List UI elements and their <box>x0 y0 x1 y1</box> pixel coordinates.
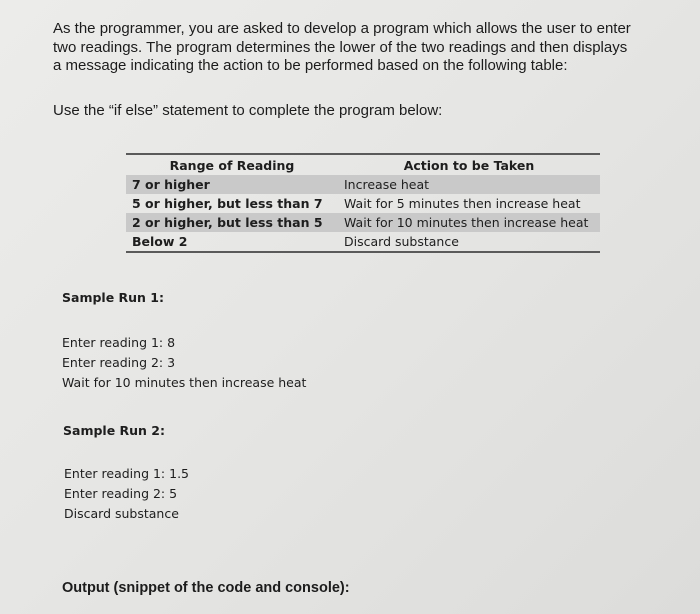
action-cell: Increase heat <box>332 175 600 194</box>
reading-action-table <box>126 156 600 251</box>
table-row <box>126 213 600 232</box>
console-line: Enter reading 1: 8 <box>62 335 176 350</box>
header-range: Range of Reading <box>169 158 295 173</box>
console-line: Discard substance <box>64 506 179 521</box>
table-row <box>126 194 600 213</box>
sample-run-1-title <box>62 288 164 308</box>
intro-line: As the programmer, you are asked to develop a program which allows the user to enter <box>53 20 631 37</box>
table-bottom-rule <box>126 251 600 253</box>
header-action: Action to be Taken <box>403 158 535 173</box>
sample-run-2-output <box>64 464 189 524</box>
action-cell: Discard substance <box>344 234 459 249</box>
range-cell: 2 or higher, but less than 5 <box>126 213 332 232</box>
table-header-row <box>126 156 600 175</box>
sample-run-title: Sample Run 1: <box>62 290 164 305</box>
instruction-text: Use the “if else” statement to complete the program below: <box>53 102 443 119</box>
output-label: Output (snippet of the code and console): <box>62 580 350 596</box>
console-line: Enter reading 1: 1.5 <box>64 466 189 481</box>
table-row <box>126 232 600 251</box>
table-row <box>126 175 600 194</box>
action-cell: Wait for 10 minutes then increase heat <box>332 213 600 232</box>
range-cell: 5 or higher, but less than 7 <box>132 196 323 211</box>
intro-line: a message indicating the action to be performed based on the following table: <box>53 57 568 74</box>
action-cell: Wait for 5 minutes then increase heat <box>344 196 581 211</box>
range-cell: Below 2 <box>132 234 188 249</box>
table-top-rule <box>126 153 600 155</box>
sample-run-2-title <box>63 421 165 441</box>
intro-line: two readings. The program determines the lower of the two readings and then displays <box>53 38 628 56</box>
console-line: Enter reading 2: 5 <box>64 486 178 501</box>
sample-run-title: Sample Run 2: <box>63 423 165 438</box>
intro-paragraph <box>53 20 678 76</box>
sample-run-1-output <box>62 333 306 393</box>
range-cell: 7 or higher <box>126 175 332 194</box>
console-line: Enter reading 2: 3 <box>62 355 176 370</box>
console-line: Wait for 10 minutes then increase heat <box>62 375 307 390</box>
